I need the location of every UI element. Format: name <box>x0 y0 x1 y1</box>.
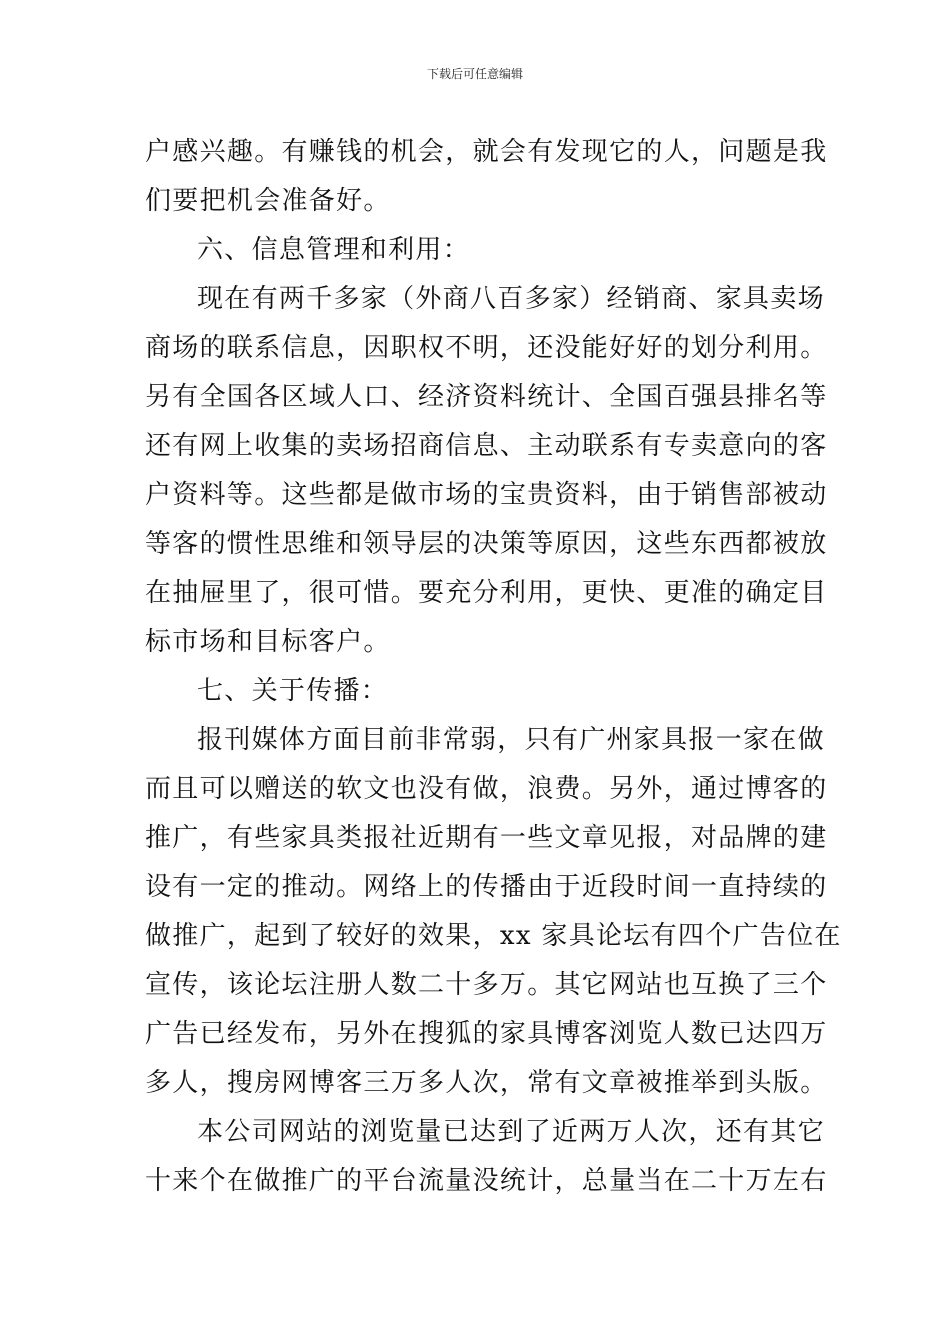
text-line: 标市场和目标客户。 <box>145 627 391 657</box>
text-line: 本公司网站的浏览量已达到了近两万人次，还有其它 <box>197 1117 825 1147</box>
text-line: 推广，有些家具类报社近期有一些文章见报，对品牌的建 <box>145 823 828 853</box>
text-line: 宣传，该论坛注册人数二十多万。其它网站也互换了三个 <box>145 970 828 1000</box>
text-line: 在抽屉里了，很可惜。要充分利用，更快、更准的确定目 <box>145 578 828 608</box>
text-line: 做推广，起到了较好的效果，xx 家具论坛有四个广告位在 <box>145 921 842 951</box>
section-heading: 七、关于传播： <box>197 676 389 706</box>
text-line: 等客的惯性思维和领导层的决策等原因，这些东西都被放 <box>145 529 828 559</box>
text-line: 们要把机会准备好。 <box>145 186 391 216</box>
text-line: 户资料等。这些都是做市场的宝贵资料，由于销售部被动 <box>145 480 828 510</box>
document-body <box>145 128 842 1206</box>
page-header: 下载后可任意编辑 <box>426 67 523 81</box>
text-line: 报刊媒体方面目前非常弱，只有广州家具报一家在做 <box>197 725 825 755</box>
text-line: 商场的联系信息，因职权不明，还没能好好的划分利用。 <box>145 333 828 363</box>
text-line: 多人，搜房网博客三万多人次，常有文章被推举到头版。 <box>145 1068 828 1098</box>
text-line: 十来个在做推广的平台流量没统计，总量当在二十万左右 <box>145 1166 828 1196</box>
text-line: 广告已经发布，另外在搜狐的家具博客浏览人数已达四万 <box>145 1019 828 1049</box>
text-line: 还有网上收集的卖场招商信息、主动联系有专卖意向的客 <box>145 431 828 461</box>
section-heading: 六、信息管理和利用： <box>197 235 471 265</box>
text-line: 另有全国各区域人口、经济资料统计、全国百强县排名等 <box>145 382 828 412</box>
text-line: 户感兴趣。有赚钱的机会，就会有发现它的人，问题是我 <box>145 137 828 167</box>
text-line: 设有一定的推动。网络上的传播由于近段时间一直持续的 <box>145 872 828 902</box>
text-line: 现在有两千多家（外商八百多家）经销商、家具卖场 <box>197 284 825 314</box>
text-line: 而且可以赠送的软文也没有做，浪费。另外，通过博客的 <box>145 774 828 804</box>
